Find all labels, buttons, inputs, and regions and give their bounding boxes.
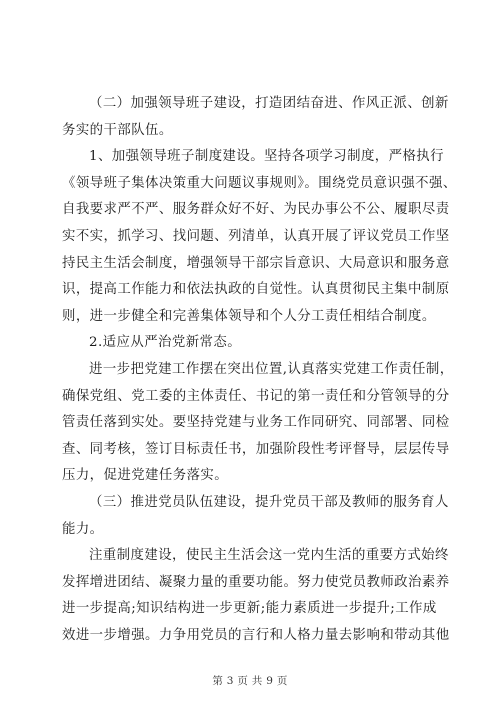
section-heading-2-line-2: 务实的干部队伍。 — [62, 122, 173, 138]
paragraph-1-line-1: 1、加强领导班子制度建设。坚持各项学习制度，严格执行 — [89, 149, 444, 165]
section-heading-3-line-2: 能力。 — [62, 521, 104, 537]
paragraph-3-line-1: 注重制度建设，使民主生活会这一党内生活的重要方式始终 — [89, 548, 449, 564]
paragraph-1-line-4: 实不实，抓学习、找问题、列清单，认真开展了评议党员工作坚 — [62, 228, 450, 244]
paragraph-2-line-3: 管责任落到实处。要坚持党建与业务工作同研究、同部署、同检 — [62, 415, 450, 431]
paragraph-2-line-4: 查、同考核，签订目标责任书，加强阶段性考评督导，层层传导 — [62, 441, 450, 457]
paragraph-1-line-7: 则，进一步健全和完善集体领导和个人分工责任相结合制度。 — [62, 308, 436, 324]
paragraph-2-line-1: 进一步把党建工作摆在突出位置,认真落实党建工作责任制， — [89, 361, 454, 377]
page-number-footer: 第 3 页 共 9 页 — [212, 675, 288, 687]
paragraph-1-line-6: 识，提高工作能力和依法执政的自觉性。认真贯彻民主集中制原 — [62, 282, 450, 298]
paragraph-1-line-5: 持民主生活会制度，增强领导干部宗旨意识、大局意识和服务意 — [62, 255, 450, 271]
section-heading-3-line-1: （三）推进党员队伍建设，提升党员干部及教师的服务育人 — [89, 494, 449, 510]
paragraph-1-line-3: 自我要求严不严、服务群众好不好、为民办事公不公、履职尽责 — [62, 202, 450, 218]
paragraph-3-line-3: 进一步提高;知识结构进一步更新;能力素质进一步提升;工作成 — [62, 601, 437, 617]
section-heading-2-line-1: （二）加强领导班子建设，打造团结奋进、作风正派、创新 — [89, 96, 449, 111]
paragraph-3-line-4: 效进一步增强。力争用党员的言行和人格力量去影响和带动其他 — [62, 627, 450, 643]
document-body — [62, 91, 457, 649]
subheading-2-line: 2.适应从严治党新常态。 — [89, 335, 242, 351]
paragraph-3-line-2: 发挥增进团结、凝聚力量的重要功能。努力使党员教师政治素养 — [62, 574, 450, 590]
paragraph-2-line-5: 压力，促进党建任务落实。 — [62, 468, 229, 484]
paragraph-2-line-2: 确保党组、党工委的主体责任、书记的第一责任和分管领导的分 — [62, 388, 450, 404]
paragraph-1-line-2: 《领导班子集体决策重大问题议事规则》。围绕党员意识强不强、 — [62, 175, 457, 191]
